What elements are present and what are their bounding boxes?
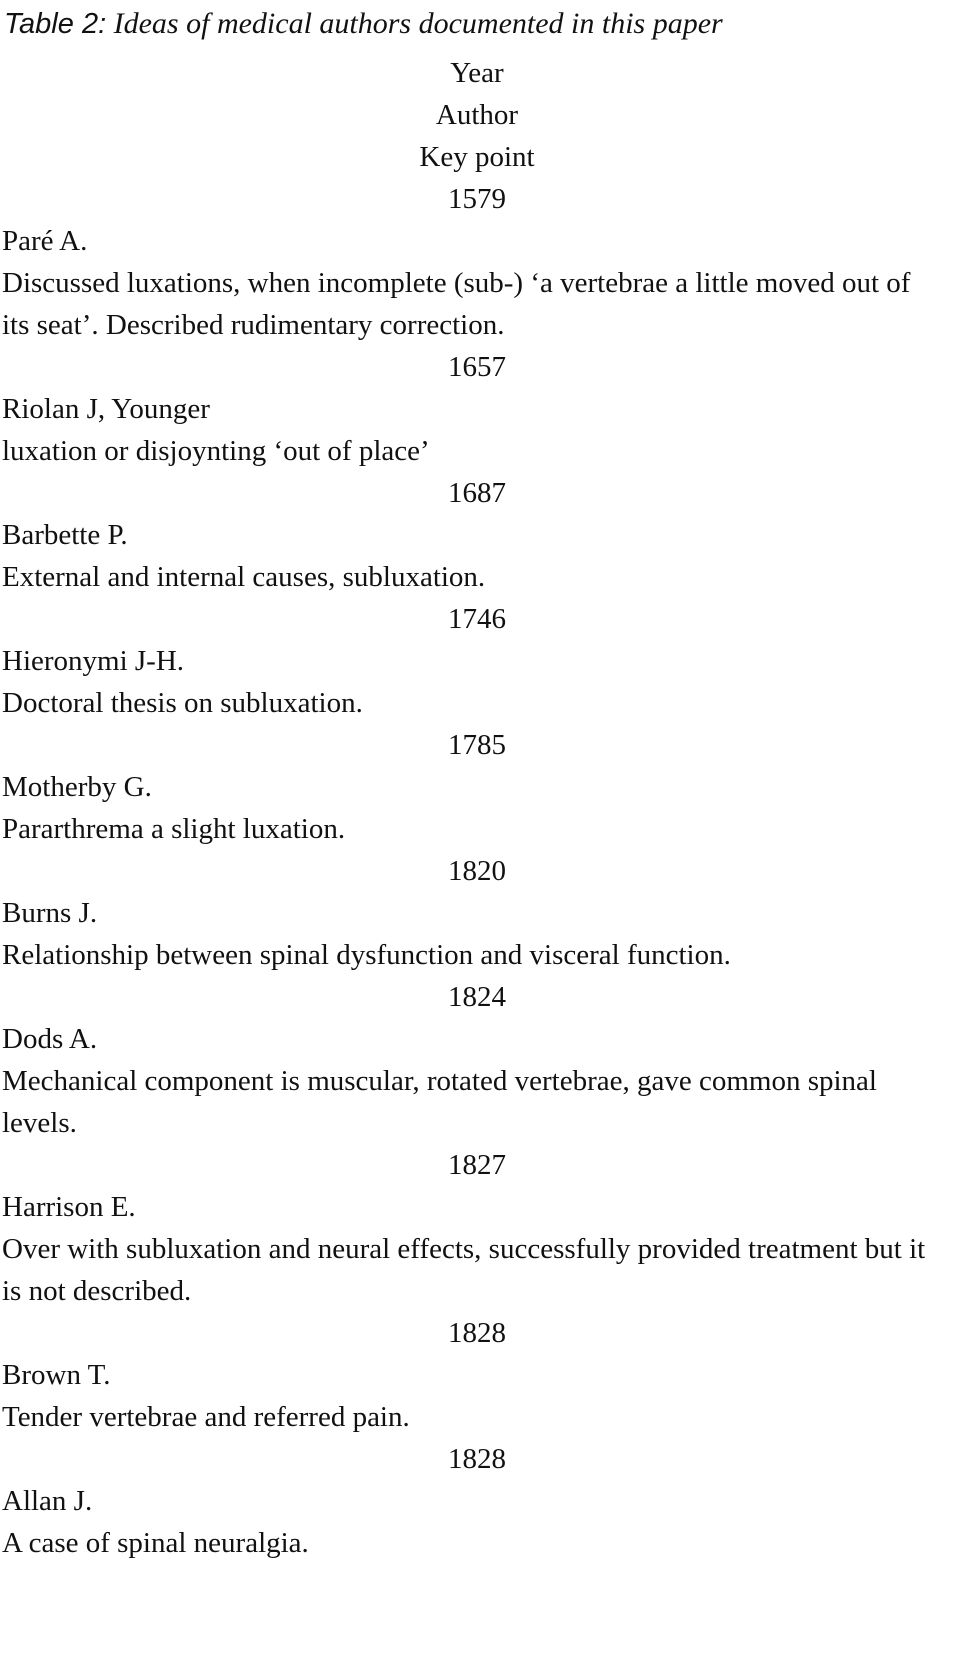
- entry-year: 1657: [448, 351, 506, 383]
- entry-author: Riolan J, Younger: [2, 393, 210, 425]
- entry-key-point: luxation or disjoynting ‘out of place’: [2, 435, 430, 467]
- entry-key-point: Over with subluxation and neural effects, successfully provided treatment but it is not described.: [2, 1233, 926, 1307]
- table-row: [0, 472, 954, 598]
- table-row: [0, 1438, 954, 1564]
- entry-author: Burns J.: [2, 897, 98, 929]
- entry-key-point: A case of spinal neuralgia.: [2, 1527, 309, 1559]
- entry-year: 1785: [448, 729, 506, 761]
- entry-year: 1687: [448, 477, 506, 509]
- header-author: Author: [435, 99, 519, 131]
- entry-author: Motherby G.: [2, 771, 152, 803]
- entry-key-point: Pararthrema a slight luxation.: [2, 813, 346, 845]
- table-caption: [4, 6, 723, 42]
- header-year: Year: [450, 57, 504, 89]
- table-row: [0, 1144, 954, 1312]
- entry-author: Paré A.: [2, 225, 88, 257]
- entry-key-point: Mechanical component is muscular, rotated vertebrae, gave common spinal levels.: [2, 1065, 877, 1139]
- entry-key-point: Tender vertebrae and referred pain.: [2, 1401, 410, 1433]
- table-row: [0, 598, 954, 724]
- entry-author: Barbette P.: [2, 519, 128, 551]
- entry-year: 1579: [448, 183, 506, 215]
- entry-key-point: Relationship between spinal dysfunction and visceral function.: [2, 939, 731, 971]
- entry-author: Harrison E.: [2, 1191, 136, 1223]
- table-entries: [0, 178, 954, 1564]
- entry-key-point: Doctoral thesis on subluxation.: [2, 687, 363, 719]
- header-key-point: Key point: [419, 141, 535, 173]
- entry-year: 1828: [448, 1443, 506, 1475]
- entry-year: 1827: [448, 1149, 506, 1181]
- table-caption-title: Ideas of medical authors documented in this paper: [113, 7, 723, 40]
- table-row: [0, 850, 954, 976]
- entry-year: 1746: [448, 603, 506, 635]
- table-row: [0, 1312, 954, 1438]
- entry-key-point: Discussed luxations, when incomplete (sub-) ‘a vertebrae a little moved out of its seat’. Described rudimentary correction.: [2, 267, 911, 341]
- entry-author: Brown T.: [2, 1359, 111, 1391]
- entry-author: Hieronymi J-H.: [2, 645, 185, 677]
- entry-key-point: External and internal causes, subluxation.: [2, 561, 486, 593]
- table-row: [0, 178, 954, 346]
- entry-author: Allan J.: [2, 1485, 93, 1517]
- table-caption-label: Table 2:: [4, 8, 107, 40]
- entry-author: Dods A.: [2, 1023, 98, 1055]
- table-header: [0, 52, 954, 178]
- entry-year: 1820: [448, 855, 506, 887]
- entry-year: 1828: [448, 1317, 506, 1349]
- entry-year: 1824: [448, 981, 506, 1013]
- table-row: [0, 346, 954, 472]
- table-row: [0, 976, 954, 1144]
- table-row: [0, 724, 954, 850]
